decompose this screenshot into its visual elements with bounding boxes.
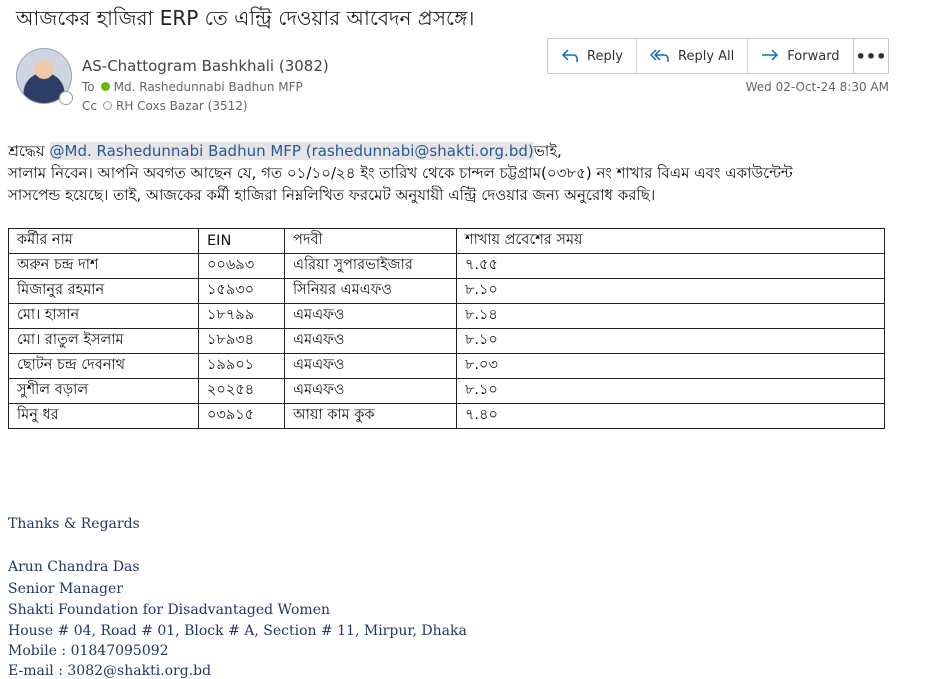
sender-name[interactable]: AS-Chattogram Bashkhali (3082) xyxy=(82,57,329,75)
table-row xyxy=(9,279,885,304)
attendance-table xyxy=(8,228,885,429)
cc-line xyxy=(82,99,248,113)
header-staff-name: কর্মীর নাম xyxy=(9,229,199,254)
cell-designation: এমএফও xyxy=(285,354,457,379)
cell-staff-name: মিজানুর রহমান xyxy=(9,279,199,304)
cell-ein: ০৩৯১৫ xyxy=(199,404,285,429)
cell-staff-name: মো। রাতুল ইসলাম xyxy=(9,329,199,354)
message-actions xyxy=(547,38,854,74)
presence-status-icon xyxy=(59,91,73,105)
cell-ein: ১৯৯০১ xyxy=(199,354,285,379)
cc-recipient[interactable]: RH Coxs Bazar (3512) xyxy=(115,99,248,113)
salutation-suffix: ভাই, xyxy=(533,142,562,160)
reply-all-label: Reply All xyxy=(678,48,735,64)
table-header-row xyxy=(9,229,885,254)
email-body xyxy=(8,140,793,206)
sender-avatar[interactable] xyxy=(16,48,72,104)
cell-designation: এমএফও xyxy=(285,329,457,354)
cell-entry-time: ৮.১০ xyxy=(457,329,885,354)
table-row xyxy=(9,379,885,404)
signature-email[interactable]: E-mail : 3082@shakti.org.bd xyxy=(8,663,212,679)
cell-designation: এমএফও xyxy=(285,304,457,329)
salutation-line xyxy=(8,140,793,162)
header-ein: EIN xyxy=(199,229,285,254)
header-designation: পদবী xyxy=(285,229,457,254)
cell-staff-name: মিনু ধর xyxy=(9,404,199,429)
forward-button[interactable] xyxy=(748,39,852,73)
cell-staff-name: সুশীল বড়াল xyxy=(9,379,199,404)
body-line-3: সাসপেন্ড হয়েছে। তাই, আজকের কর্মী হাজিরা নিম্নলিখিত ফরমেট অনুযায়ী এন্ট্রি দেওয়ার জন্য অনুরোধ করছি। xyxy=(8,186,656,204)
reply-all-button[interactable] xyxy=(637,39,748,73)
cell-entry-time: ৮.০৩ xyxy=(457,354,885,379)
reply-all-icon xyxy=(650,49,670,63)
cell-designation: এমএফও xyxy=(285,379,457,404)
reply-label: Reply xyxy=(587,48,624,64)
mention-link[interactable]: @Md. Rashedunnabi Badhun MFP (rashedunnabi@shakti.org.bd) xyxy=(49,142,534,160)
signature-address: House # 04, Road # 01, Block # A, Section # 11, Mirpur, Dhaka xyxy=(8,623,467,639)
offline-status-icon xyxy=(103,101,112,110)
cell-entry-time: ৮.১৪ xyxy=(457,304,885,329)
reply-icon xyxy=(561,49,579,63)
email-subject: আজকের হাজিরা ERP তে এন্ট্রি দেওয়ার আবেদন প্রসঙ্গে। xyxy=(16,6,475,30)
header-entry-time: শাখায় প্রবেশের সময় xyxy=(457,229,885,254)
signature-name: Arun Chandra Das xyxy=(8,559,140,575)
signature-thanks: Thanks & Regards xyxy=(8,516,140,532)
cell-designation: এরিয়া সুপারভাইজার xyxy=(285,254,457,279)
cc-label: Cc xyxy=(82,99,97,113)
forward-icon xyxy=(761,49,779,63)
more-actions-button[interactable]: ••• xyxy=(853,38,889,74)
online-status-icon xyxy=(101,82,110,91)
signature-mobile: Mobile : 01847095092 xyxy=(8,643,169,659)
table-row xyxy=(9,354,885,379)
to-line xyxy=(82,80,303,94)
cell-staff-name: মো। হাসান xyxy=(9,304,199,329)
cell-staff-name: ছোটন চন্দ্র দেবনাথ xyxy=(9,354,199,379)
salutation-prefix: শ্রদ্ধেয় xyxy=(8,142,50,160)
table-row xyxy=(9,404,885,429)
cell-ein: ০০৬৯৩ xyxy=(199,254,285,279)
cell-entry-time: ৮.১০ xyxy=(457,379,885,404)
to-label: To xyxy=(82,80,95,94)
cell-ein: ১৮৭৯৯ xyxy=(199,304,285,329)
table-row xyxy=(9,304,885,329)
sent-date: Wed 02-Oct-24 8:30 AM xyxy=(745,80,889,94)
cell-designation: সিনিয়র এমএফও xyxy=(285,279,457,304)
forward-label: Forward xyxy=(787,48,840,64)
cell-designation: আয়া কাম কুক xyxy=(285,404,457,429)
cell-staff-name: অরুন চন্দ্র দাশ xyxy=(9,254,199,279)
cell-ein: ২০২৫৪ xyxy=(199,379,285,404)
body-line-2: সালাম নিবেন। আপনি অবগত আছেন যে, গত ০১/১০/২৪ ইং তারিখ থেকে চান্দল চট্টগ্রাম(০৩৮৫) নং শাখার বিএম এবং একাউন্টেন্ট xyxy=(8,164,793,182)
cell-ein: ১৫৯৩০ xyxy=(199,279,285,304)
signature-title: Senior Manager xyxy=(8,581,123,597)
reply-button[interactable] xyxy=(548,39,637,73)
cell-ein: ১৮৯৩৪ xyxy=(199,329,285,354)
cell-entry-time: ৭.৫৫ xyxy=(457,254,885,279)
cell-entry-time: ৭.৪০ xyxy=(457,404,885,429)
signature-organization: Shakti Foundation for Disadvantaged Women xyxy=(8,602,331,618)
table-row xyxy=(9,254,885,279)
table-row xyxy=(9,329,885,354)
cell-entry-time: ৮.১০ xyxy=(457,279,885,304)
to-recipient[interactable]: Md. Rashedunnabi Badhun MFP xyxy=(113,80,303,94)
